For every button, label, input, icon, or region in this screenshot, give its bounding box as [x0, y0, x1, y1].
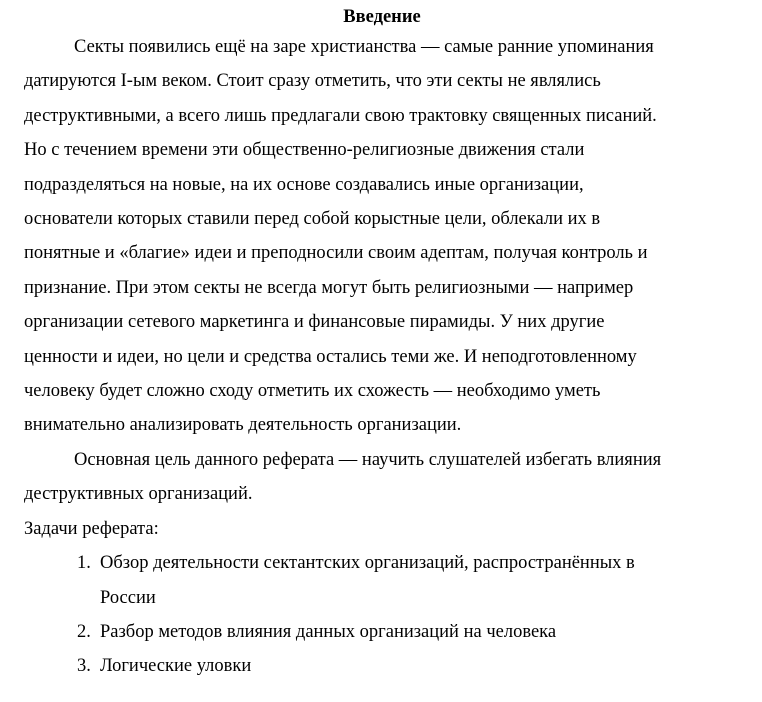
list-item-text: Разбор методов влияния данных организаций на человека [100, 621, 557, 642]
list-item-text: Обзор деятельности сектантских организаций, распространённых в [100, 553, 635, 574]
goal-paragraph [24, 443, 740, 512]
page-title: Введение [343, 7, 421, 27]
intro-paragraph [24, 30, 740, 443]
text-line: внимательно анализировать деятельность организации. [24, 415, 462, 436]
tasks-list [24, 546, 740, 684]
text-line: подразделяться на новые, на их основе создавались иные организации, [24, 174, 584, 195]
text-line: ценности и идеи, но цели и средства остались теми же. И неподготовленному [24, 346, 637, 367]
text-line: Секты появились ещё на заре христианства — самые ранние упоминания [74, 37, 654, 57]
list-item-text: Логические уловки [100, 656, 252, 677]
list-item-number: 3. [77, 656, 91, 677]
text-line: деструктивными, а всего лишь предлагали свою трактовку священных писаний. [24, 105, 657, 126]
list-item [24, 546, 740, 615]
list-item-text: России [100, 587, 156, 608]
list-item [24, 649, 740, 683]
text-line: Основная цель данного реферата — научить слушателей избегать влияния [74, 449, 662, 470]
list-item-number: 2. [77, 621, 91, 642]
text-line: признание. При этом секты не всегда могут быть религиозными — например [24, 277, 634, 298]
text-line: организации сетевого маркетинга и финансовые пирамиды. У них другие [24, 312, 605, 333]
text-line: человеку будет сложно сходу отметить их схожесть — необходимо уметь [24, 381, 601, 402]
list-item [24, 615, 740, 649]
list-item-number: 1. [77, 553, 91, 574]
text-line: основатели которых ставили перед собой корыстные цели, облекали их в [24, 209, 601, 230]
text-line: Но с течением времени эти общественно-религиозные движения стали [24, 140, 585, 161]
text-line: датируются I-ым веком. Стоит сразу отметить, что эти секты не являлись [24, 71, 601, 92]
text-line: понятные и «благие» идеи и преподносили своим адептам, получая контроль и [24, 243, 648, 264]
text-line: деструктивных организаций. [24, 484, 253, 505]
tasks-label: Задачи реферата: [24, 518, 159, 539]
